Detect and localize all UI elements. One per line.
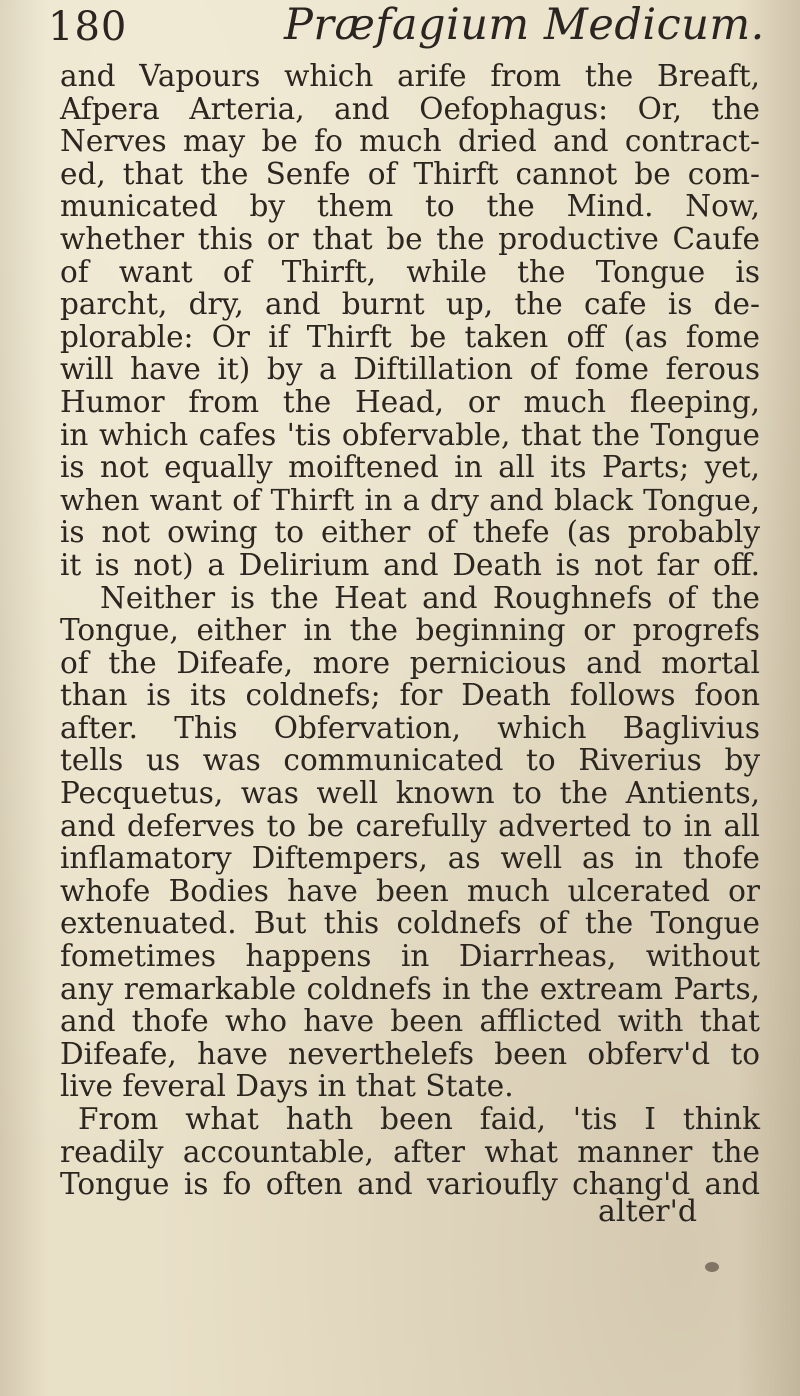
text-line: whofe Bodies have been much ulcerated or (60, 873, 760, 908)
text-line: parcht, dry, and burnt up, the cafe is de- (60, 287, 760, 322)
text-line: Difeafe, have neverthelefs been obferv'd to (60, 1036, 760, 1071)
text-line: of want of Thirft, while the Tongue is (60, 254, 760, 289)
text-line: From what hath been faid, 'tis I think (78, 1102, 760, 1136)
text-line: ed, that the Senfe of Thirft cannot be com- (60, 156, 760, 191)
text-line: and deferves to be carefully adverted to in all (60, 808, 760, 843)
running-head: Præfagium Medicum. (284, 0, 765, 50)
text-line: Neither is the Heat and Roughnefs of the (100, 580, 760, 615)
text-line: it is not) a Delirium and Death is not far off. (60, 547, 760, 582)
page-number: 180 (48, 4, 128, 50)
text-line: live feveral Days in that State. (60, 1069, 514, 1104)
text-line: readily accountable, after what manner the (60, 1134, 760, 1169)
text-line: Tongue, either in the beginning or progrefs (60, 613, 760, 648)
text-line: when want of Thirft in a dry and black Tongue, (60, 482, 760, 517)
body-text (60, 60, 760, 1201)
text-line: plorable: Or if Thirft be taken off (as fome (60, 319, 760, 354)
text-line: whether this or that be the productive Caufe (60, 221, 760, 256)
text-line: Humor from the Head, or much fleeping, (60, 384, 760, 419)
text-line: inflamatory Diftempers, as well as in thofe (60, 841, 760, 876)
text-line: Afpera Arteria, and Oefophagus: Or, the (60, 91, 760, 126)
text-line: than is its coldnefs; for Death follows foon (60, 678, 760, 713)
text-line: Tongue is fo often and varioufly chang'd and (60, 1167, 760, 1202)
ink-smudge (705, 1262, 719, 1272)
text-line: is not equally moiftened in all its Parts; yet, (60, 450, 760, 485)
text-line: Nerves may be fo much dried and contract- (60, 124, 760, 159)
text-line: municated by them to the Mind. Now, (60, 189, 760, 224)
text-line: of the Difeafe, more pernicious and mortal (60, 645, 760, 680)
text-line: tells us was communicated to Riverius by (60, 743, 760, 778)
text-line: will have it) by a Diftillation of fome ferous (60, 352, 760, 387)
text-line: after. This Obfervation, which Baglivius (60, 710, 760, 745)
text-line: fometimes happens in Diarrheas, without (60, 939, 760, 974)
text-line: in which cafes 'tis obfervable, that the Tongue (60, 417, 760, 452)
text-line: is not owing to either of thefe (as probably (60, 515, 760, 550)
text-line: Pecquetus, was well known to the Antients, (60, 776, 760, 811)
text-line: extenuated. But this coldnefs of the Tongue (60, 906, 760, 941)
text-line: and Vapours which arife from the Breaft, (60, 59, 760, 93)
text-line: any remarkable coldnefs in the extream Parts, (60, 971, 760, 1006)
text-line: and thofe who have been afflicted with that (60, 1004, 760, 1039)
catchword: alter'd (598, 1194, 698, 1229)
